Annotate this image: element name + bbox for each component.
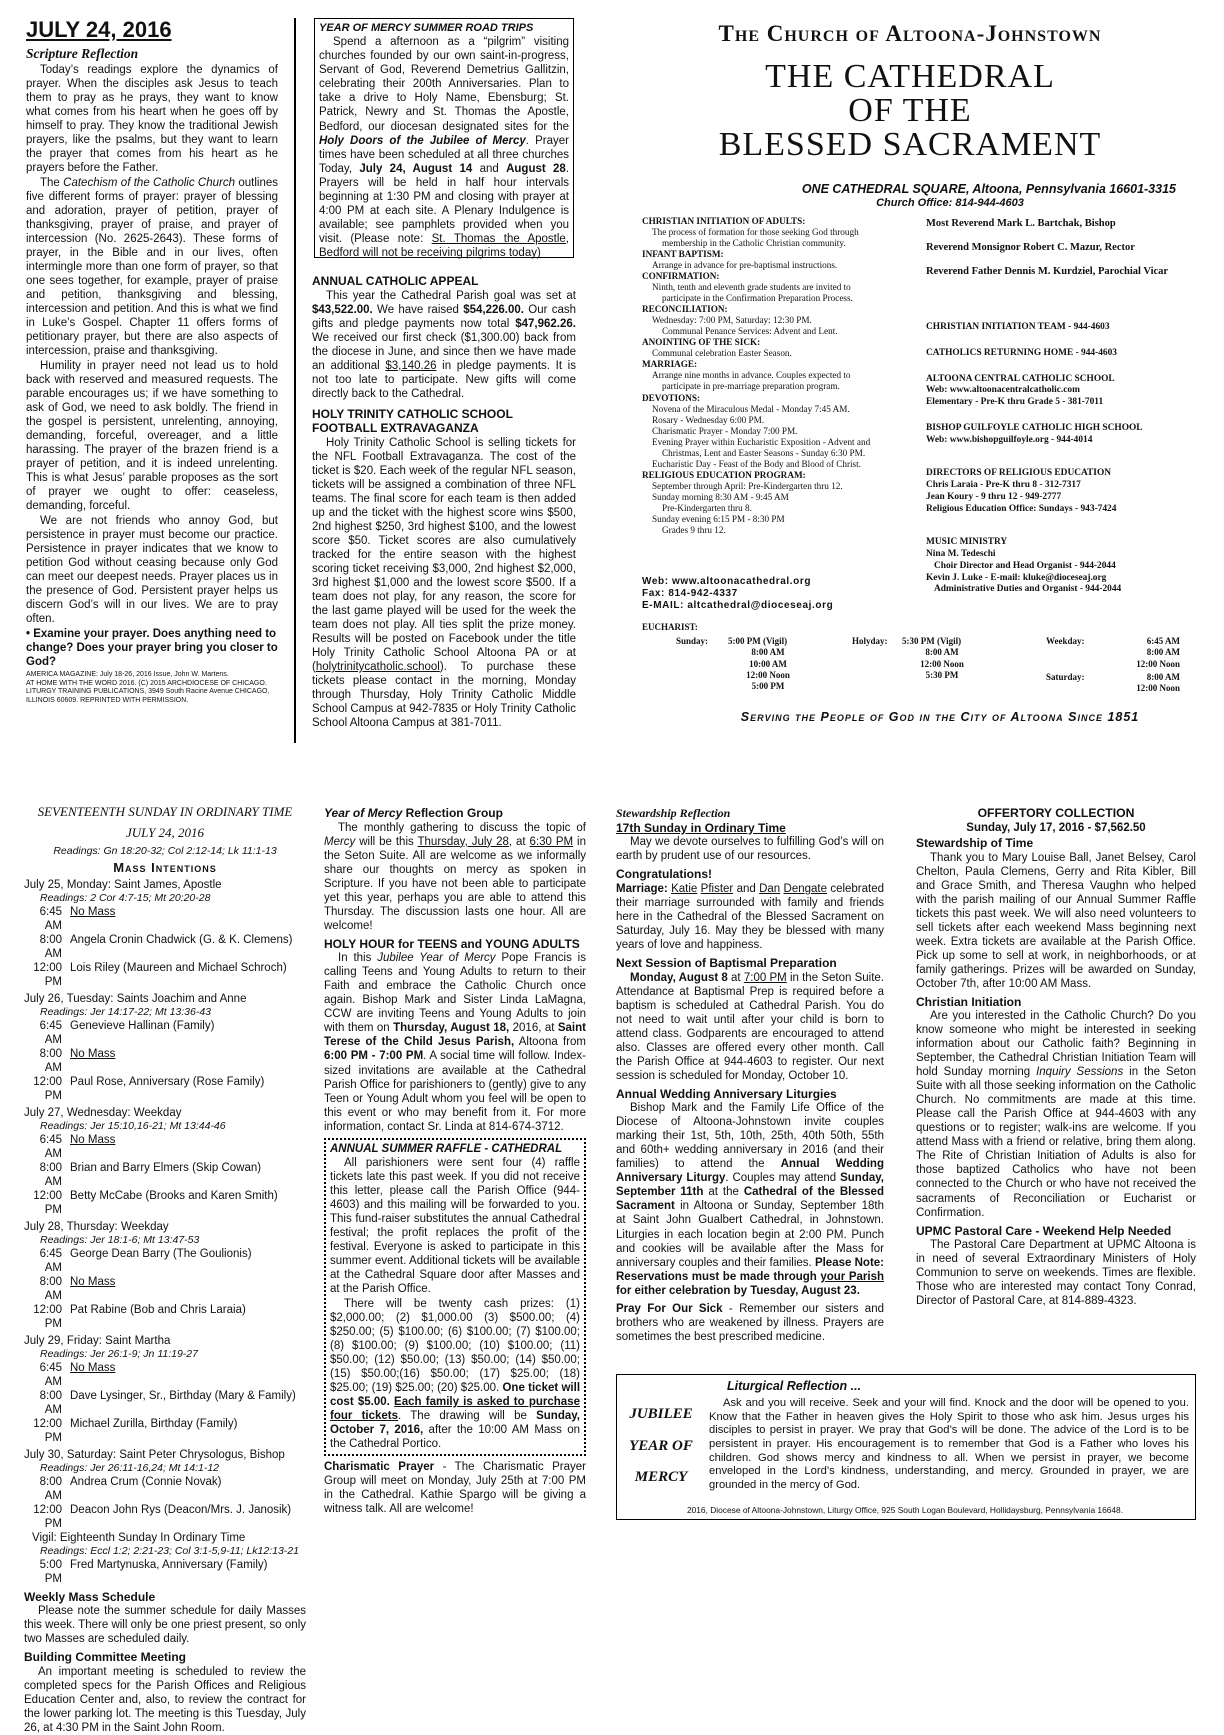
mass-time: 5:30 PM	[925, 669, 959, 680]
intention-day	[24, 878, 306, 989]
parish-contact-line: Nina M. Tedeschi	[926, 549, 996, 559]
holytrinity-link[interactable]: holytrinitycatholic.school	[315, 661, 440, 674]
intention-row	[24, 1503, 306, 1531]
mass-time: 10:00 AM	[749, 658, 787, 669]
ministry-line: Pre-Kindergarten thru 8.	[662, 502, 752, 513]
intention-row	[24, 1247, 306, 1275]
parish-contact-line: MUSIC MINISTRY	[926, 537, 1008, 548]
ministry-heading: INFANT BAPTISM:	[642, 249, 724, 260]
eucharist-holyday	[902, 636, 992, 681]
intention-day	[24, 992, 306, 1103]
wedding-title: Annual Wedding Anniversary Liturgies	[616, 1086, 837, 1101]
ministry-line: Arrange in advance for pre-baptismal instructions.	[652, 260, 838, 271]
mass-time: 5:30 PM (Vigil)	[902, 636, 962, 646]
mass-intentions-title: Mass Intentions	[113, 859, 217, 875]
eucharist-saturday	[1090, 672, 1180, 695]
intention-day-title: July 30, Saturday: Saint Peter Chrysologus, Bishop	[24, 1448, 285, 1461]
ministry-line: Grades 9 thru 12.	[662, 524, 726, 535]
parish-contact-line: Administrative Duties and Organist - 944-2044	[934, 584, 1122, 595]
baptism-title: Next Session of Baptismal Preparation	[616, 955, 837, 970]
intention-row	[24, 1275, 306, 1303]
ministry-line: The process of formation for those seeking God through	[652, 227, 859, 238]
intention-day	[24, 1106, 306, 1217]
intention-time: 12:00 PM	[33, 1190, 62, 1217]
intention-readings: Readings: Jer 14:17-22; Mt 13:36-43	[40, 1006, 212, 1019]
football-title: HOLY TRINITY CATHOLIC SCHOOL	[312, 406, 513, 421]
upmc-text: The Pastoral Care Department at UPMC Altoona is in need of several Extraordinary Ministers of Holy Communion to serve on weekends. Times are flexible. Those who are interested may contact Tony Conrad, Director of Pastoral Care, at 814-889-4323.	[916, 1239, 1196, 1308]
offertory-column	[916, 806, 1196, 1366]
upmc-title: UPMC Pastoral Care - Weekend Help Needed	[916, 1223, 1172, 1238]
liturgical-box	[616, 1374, 1196, 1520]
intention-time: 6:45 AM	[39, 1020, 62, 1047]
church-address: ONE CATHEDRAL SQUARE, Altoona, Pennsylvania 16601-3315	[801, 182, 1176, 197]
ministry-line: participate in pre-marriage preparation program.	[662, 381, 840, 392]
intention-time: 5:00 PM	[39, 1558, 62, 1585]
intention-day-title: July 26, Tuesday: Saints Joachim and Anne	[24, 993, 247, 1006]
intention-row	[24, 1389, 306, 1417]
mass-time: 8:00 AM	[1146, 672, 1180, 682]
parish-contact-line: Chris Laraia - Pre-K thru 8 - 312-7317	[926, 480, 1081, 490]
intention-row	[24, 1475, 306, 1503]
teens-text: In this Jubilee Year of Mercy Pope Francis is calling Teens and Young Adults to return to their Faith and embrace the Catholic Church once again. Bishop Mark and Sister Linda LaMagna, CCW are inviting Teens and Young Adults to join with them on Thursday, August 18, 2016, at Saint Terese of the Child Jesus Parish, Altoona from 6:00 PM - 7:00 PM. A social time will follow. Index-sized invitations are available at the Cathedral Parish Office for parishioners to (gently) give to any Teen or Young Adult whom you feel will be open to this event or who may benefit from it. For more information, contact Sr. Linda at 814-674-3712.	[324, 952, 586, 1133]
intention-name: No Mass	[70, 1048, 116, 1061]
intention-name: Brian and Barry Elmers (Skip Cowan)	[70, 1162, 262, 1175]
ministry-heading: DEVOTIONS:	[642, 392, 701, 403]
church-office: Church Office: 814-944-4603	[876, 197, 1024, 210]
intention-readings: Readings: Jer 26:11-16,24; Mt 14:1-12	[40, 1461, 219, 1474]
football-title-2: FOOTBALL EXTRAVAGANZA	[312, 421, 479, 436]
intention-row	[24, 1075, 306, 1103]
parish-contact-line: Religious Education Office: Sundays - 943-7424	[926, 503, 1117, 514]
teens-title: HOLY HOUR for TEENS and YOUNG ADULTS	[324, 936, 580, 951]
mass-time: 5:00 PM	[751, 681, 785, 691]
intention-row	[24, 1558, 306, 1586]
ci-title: Christian Initiation	[916, 994, 1022, 1009]
weekly-title: Weekly Mass Schedule	[24, 1589, 156, 1604]
mass-time: 6:45 AM	[1146, 636, 1180, 646]
eucharist-weekday	[1090, 636, 1180, 670]
ministry-line: Ninth, tenth and eleventh grade students are invited to	[652, 282, 851, 293]
stewardship-title: Stewardship Reflection	[616, 806, 731, 820]
ministry-heading: CONFIRMATION:	[642, 271, 720, 282]
scripture-p1: Today’s readings explore the dynamics of prayer. When the disciples ask Jesus to teach them to pray as he prays, they want to know what comes from his heart when he goes off by himself to pray. They know the traditional Jewish prayers, like the psalms, but they want to learn the prayer that comes from his heart as he prayers before the Father.	[26, 63, 278, 174]
scripture-p4: We are not friends who annoy God, but persistence in prayer must become our practice. Persistence in prayer indicates that we know to petition God without ceasing because only God can meet our deepest needs. Prayer places us in the presence of God. Persistent prayer helps us discern God’s will in our lives. We are to pray often.	[26, 515, 278, 626]
mass-time: 5:00 PM (Vigil)	[728, 636, 788, 646]
scripture-p2: The Catechism of the Catholic Church outlines five different forms of prayer: prayer of blessing and adoration, prayer of petition, prayer of thanksgiving, prayer of praise, and prayer of intercession (No. 2625-2643). These forms of prayer, in the Bible and in our lives, often intermingle more than one form of prayer, so that one sees together, for example, prayer of praise and petition, thanksgiving and blessing, intercession and petition. And this is what we find in Luke’s Gospel. Chapter 11 offers forms of petitionary prayer, but there are also aspects of intercession, praise and thanksgiving.	[26, 176, 278, 357]
wedding-text: Bishop Mark and the Family Life Office of the Diocese of Altoona-Johnstown invite couples marking their 1st, 5th, 10th, 25th, 40th 50th, 55th and 60th+ wedding anniversary in 2016 (and their families) to attend the Annual Wedding Anniversary Liturgy. Couples may attend Sunday, September 11th at the Cathedral of the Blessed Sacrament in Altoona or Sunday, September 18th at Saint John Gualbert Cathedral, in Johnstown. Liturgies in each location begin at 2:00 PM. Punch and cookies will be available after the Mass for anniversary couples and their families. Please Note: Reservations must be made through your Parish for either celebration by Tuesday, August 23.	[616, 1102, 884, 1297]
congrats-text: Marriage: Katie Pfister and Dan Dengate celebrated their marriage surrounded with family and friends here in the Cathedral of the Blessed Sacrament on Saturday, July 16. May they be blessed with many years of love and happiness.	[616, 882, 885, 951]
middle-top-column	[312, 274, 576, 744]
road-trips-title: YEAR OF MERCY SUMMER ROAD TRIPS	[319, 22, 534, 34]
intention-time: 8:00 AM	[39, 934, 62, 961]
intention-name: No Mass	[70, 1275, 116, 1288]
parish-contact-line: ALTOONA CENTRAL CATHOLIC SCHOOL	[926, 373, 1115, 384]
intention-readings: Readings: Jer 18:1-6; Mt 13:47-53	[40, 1234, 200, 1247]
offertory-sub: Sunday, July 17, 2016 - $7,562.50	[966, 821, 1146, 834]
parish-contacts	[926, 308, 1206, 596]
ministry-line: Eucharistic Day - Feast of the Body and Blood of Christ.	[652, 458, 861, 469]
intention-row	[24, 1047, 306, 1075]
ministry-line: Novena of the Miraculous Medal - Monday 7:45 AM.	[652, 403, 850, 414]
intentions-list	[24, 878, 306, 1585]
scripture-credit-2: AT HOME WITH THE WORD 2016. (C) 2015 ARCHDIOCESE OF CHICAGO. LITURGY TRAINING PUBLICATIONS, 3949 South Racine Avenue CHICAGO, ILLINOIS 60609. REPRINTED WITH PERMISSION.	[26, 679, 270, 704]
mass-time: 12:00 Noon	[920, 658, 964, 669]
raffle-p1: All parishioners were sent four (4) raffle tickets late this past week. If you did not receive this letter, please call the Parish Office (944-4603) and this mailing will be forwarded to you. This fund-raiser substitutes the annual Cathedral festival; the profit replaces the profit of the festival. Everyone is asked to participate in this summer event. Additional tickets will be available at the Cathedral Square door after Masses and at the Parish Office.	[330, 1156, 580, 1295]
ministry-heading: ANOINTING OF THE SICK:	[642, 337, 761, 348]
scripture-credit: AMERICA MAGAZINE: July 18-26, 2016 Issue, John W. Martens.	[26, 671, 229, 679]
vigil-readings: Readings: Eccl 1:2; 2:21-23; Col 3:1-5,9-11; Lk12:13-21	[40, 1544, 299, 1557]
intention-name: George Dean Barry (The Goulionis)	[70, 1247, 252, 1260]
mass-time: 12:00 Noon	[1136, 683, 1180, 694]
ministry-line: Evening Prayer within Eucharistic Exposition - Advent and	[652, 436, 871, 447]
charismatic-text: Charismatic Prayer - The Charismatic Prayer Group will meet on Monday, July 25th at 7:00 PM in the Cathedral. Kathie Spargo will be giving a witness talk. All are welcome!	[324, 1460, 586, 1515]
clergy-name: Most Reverend Mark L. Bartchak, Bishop	[926, 218, 1116, 229]
ministry-heading: CHRISTIAN INITIATION OF ADULTS:	[642, 216, 806, 226]
ministry-line: Sunday evening 6:15 PM - 8:30 PM	[652, 513, 785, 524]
parish-contact-line: DIRECTORS OF RELIGIOUS EDUCATION	[926, 468, 1112, 479]
intention-day-title: July 27, Wednesday: Weekday	[24, 1107, 182, 1120]
intention-day	[24, 1220, 306, 1331]
mass-time: 12:00 Noon	[1136, 658, 1180, 669]
scripture-title: Scripture Reflection	[26, 46, 139, 62]
intention-row	[24, 933, 306, 961]
raffle-box	[324, 1138, 586, 1456]
building-text: An important meeting is scheduled to review the completed specs for the Parish Offices and Religious Education Center and, also, to review the contract for the lower parking lot. The meeting is this Tuesday, July 26, at 4:30 PM in the Saint John Room.	[24, 1665, 306, 1734]
eucharist-saturday-label: Saturday:	[1046, 672, 1085, 682]
scripture-p3: Humility in prayer need not lead us to hold back with reserved and measured requests. The parable encourages us; if we have something to ask of God, we need to ask boldly. The friend in the gospel is persistent, unrelenting, annoying, demanding, forceful, overeager, and a little harassing. The prayer of the brazen friend is a prayer of petition, and it is indeed unrelenting. This is what Jesus’ parable proposes as the sort of prayer we ought to offer: ceaseless, demanding, forceful.	[26, 359, 278, 513]
intention-row	[24, 1161, 306, 1189]
intention-row	[24, 961, 306, 989]
ministry-line: Christmas, Lent and Easter Seasons - Sunday 6:30 PM.	[662, 447, 866, 458]
intention-name: Andrea Crum (Connie Novak)	[70, 1475, 222, 1488]
intention-name: No Mass	[70, 906, 116, 919]
intention-row	[24, 1133, 306, 1161]
contact-email[interactable]: E-MAIL: altcathedral@dioceseaj.org	[642, 600, 834, 612]
road-trips-box	[314, 18, 574, 258]
eucharist-title: EUCHARIST:	[642, 622, 698, 632]
mass-time: 8:00 AM	[1146, 647, 1180, 658]
eucharist-weekday-label: Weekday:	[1046, 636, 1085, 646]
parish-contact-line: Jean Koury - 9 thru 12 - 949-2777	[926, 491, 1062, 502]
vigil-title: Vigil: Eighteenth Sunday In Ordinary Time	[32, 1531, 246, 1544]
eucharist-sunday-label: Sunday:	[676, 636, 709, 646]
mass-time: 8:00 AM	[751, 647, 785, 658]
intention-time: 12:00 PM	[33, 1503, 62, 1530]
stew-time-text: Thank you to Mary Louise Ball, Janet Belsey, Carol Chelton, Paula Clemens, Gerry and Rita Kibler, Bill and Grace Smith, and Theresa Vaughn who helped with the parish mailing of our Annual Summer Raffle tickets this past week. We will also need volunteers to sell tickets after each weekend Mass beginning next week. Extra tickets are available at the Parish Office. Pick up some to sell at work, in neighborhoods, or at family gatherings. Prizes will be awarded on Sunday, October 7th, after 10:00 AM Mass.	[916, 851, 1196, 990]
clergy-name: Reverend Monsignor Robert C. Mazur, Rector	[926, 241, 1135, 253]
intention-name: Paul Rose, Anniversary (Rose Family)	[70, 1076, 265, 1089]
intention-name: Michael Zurilla, Birthday (Family)	[70, 1417, 238, 1430]
stew-time-title: Stewardship of Time	[916, 835, 1034, 850]
ministry-line: Communal Penance Services: Advent and Lent.	[662, 326, 838, 337]
intention-time: 12:00 PM	[33, 1417, 62, 1444]
intention-row	[24, 905, 306, 933]
raffle-title: ANNUAL SUMMER RAFFLE - CATHEDRAL	[330, 1142, 563, 1155]
jubilee-label: JUBILEE YEAR OF MERCY	[629, 1406, 693, 1485]
parish-contact-line: Choir Director and Head Organist - 944-2044	[934, 560, 1116, 571]
eucharist-holyday-label: Holyday:	[852, 636, 888, 646]
parish-contact-line: BISHOP GUILFOYLE CATHOLIC HIGH SCHOOL	[926, 422, 1143, 433]
intention-time: 6:45 AM	[39, 1361, 62, 1388]
ordinary-title: SEVENTEENTH SUNDAY IN ORDINARY TIME	[37, 804, 293, 819]
ordinary-readings: Readings: Gn 18:20-32; Col 2:12-14; Lk 11:1-13	[53, 844, 277, 857]
diocese-name: The Church of Altoona-Johnstown	[718, 21, 1102, 46]
intention-name: Betty McCabe (Brooks and Karen Smith)	[70, 1190, 278, 1203]
intention-name: Pat Rabine (Bob and Chris Laraia)	[70, 1303, 246, 1316]
church-name-1: THE CATHEDRAL	[765, 58, 1055, 96]
parish-contact-line: Kevin J. Luke - E-mail: kluke@dioceseaj.org	[926, 572, 1107, 583]
stewardship-sub: 17th Sunday in Ordinary Time	[616, 820, 786, 835]
sick-text: Pray For Our Sick - Remember our sisters and brothers who are weakened by illness. Prayers are sometimes the best prescribed medicine.	[616, 1302, 884, 1343]
clergy-list	[926, 218, 1206, 289]
intention-time: 12:00 PM	[33, 962, 62, 989]
date-header: JULY 24, 2016	[26, 17, 172, 42]
intention-time: 8:00 AM	[39, 1475, 62, 1502]
church-name-3: BLESSED SACRAMENT	[718, 126, 1102, 164]
mass-time: 8:00 AM	[925, 647, 959, 658]
intention-name: No Mass	[70, 1134, 116, 1146]
ordinary-date: JULY 24, 2016	[125, 824, 205, 840]
yom-title: Year of Mercy Reflection Group	[324, 806, 503, 820]
raffle-p2: There will be twenty cash prizes: (1) $2,000.00; (2) $1,000.00 (3) $500.00; (4) $250.00; (5) $100.00; (6) $100.00; (7) $100.00; (8) $100.00; (9) $100.00; (10) $100.00; (11) $50.00; (12) $50.00; (13) $50.00; (14) $50.00; (15) $50.00;(16) $50.00; (17) $25.00; (18) $25.00; (19) $25.00; (20) $25.00. One ticket will cost $5.00. Each family is asked to purchase four tickets. The drawing will be Sunday, October 7, 2016, after the 10:00 AM Mass on the Cathedral Portico.	[330, 1297, 581, 1450]
building-title: Building Committee Meeting	[24, 1650, 186, 1665]
parish-contact-line: Elementary - Pre-K thru Grade 5 - 381-7011	[926, 397, 1104, 407]
motto: Serving the People of God in the City of Altoona Since 1851	[740, 710, 1140, 724]
liturgical-text: Ask and you will receive. Seek and your will find. Knock and the door will be opened to you. Know that the Father in heaven gives the Holy Spirit to those who ask him. Jesus urges his disciples to persist in prayer. We pray that God’s will be done. The advice of the Lord is to be persistent in prayer. His encouragement is to remember that God is a Father who loves his children. God shows mercy and kindness to all. When we persist in prayer, we become enveloped in the Lord’s kindness, understanding, and mercy. Grounded in prayer, we are grounded in the mercy of God.	[709, 1397, 1189, 1491]
appeal-text: This year the Cathedral Parish goal was set at $43,522.00. We have raised $54,226.00. Our cash gifts and pledge payments now total $47,962.26. We received our first check ($1,300.00) back from the diocese in June, and since then we have made an additional $3,140.26 in pledge payments. It is not too late to participate. New gifts will come directly back to the Cathedral.	[312, 289, 576, 400]
eucharist-sunday	[728, 636, 818, 692]
parish-contact-line: Web: www.bishopguilfoyle.org - 944-4014	[926, 434, 1093, 445]
yom-text: The monthly gathering to discuss the topic of Mercy will be this Thursday, July 28, at 6:30 PM in the Seton Suite. All are welcome as we informally share our thoughts on mercy as spoken in Scripture. If you have not been able to participate yet this year, perhaps you are able to attend this Thursday. The discussion lasts one hour. All are welcome!	[324, 821, 587, 932]
mass-intentions-column	[24, 804, 306, 1734]
intention-row	[24, 1417, 306, 1445]
stewardship-text: May we devote ourselves to fulfilling God’s will on earth by prudent use of our resources.	[616, 836, 884, 863]
intention-row	[24, 1189, 306, 1217]
contact-block	[642, 576, 932, 613]
football-text: Holy Trinity Catholic School is selling tickets for the NFL Football Extravaganza. The cost of the ticket is $20. Each week of the regular NFL season, tickets will be assigned a combination of three NFL teams. The final score for each team is then added up and the ticket with the highest score wins $500, 2nd highest $250, 3rd highest $100, and the lowest score $50. Ticket scores are also cumulatively tracked for the entire season with the highest scoring ticket receiving $3,000, 2nd highest $2,000, 3rd highest $1,000 and the lowest score $500. If a team does not play, for any reason, the score for the last game played will be used for the week the team does not play. All ties split the prize money. Results will be posted on Facebook under the title Holy Trinity Catholic School Altoona PA or at (holytrinitycatholic.school). To purchase these tickets please contact in the morning, Monday through Thursday, Holy Trinity Catholic Middle School Campus at 942-7835 or Holy Trinity Catholic School Altoona Campus at 381-7011.	[312, 437, 576, 730]
congrats-title: Congratulations!	[616, 867, 712, 882]
scripture-column	[26, 18, 278, 748]
intention-time: 8:00 AM	[39, 1048, 62, 1075]
intention-row	[24, 1303, 306, 1331]
intention-name: Angela Cronin Chadwick (G. & K. Clemens)	[70, 934, 293, 947]
intention-time: 6:45 AM	[39, 1134, 62, 1161]
intention-time: 6:45 AM	[39, 906, 62, 933]
ministry-line: September through April: Pre-Kindergarten thru 12.	[652, 480, 843, 491]
intention-time: 6:45 AM	[39, 1247, 62, 1274]
clergy-name: Reverend Father Dennis M. Kurdziel, Parochial Vicar	[926, 265, 1169, 277]
intention-readings: Readings: 2 Cor 4:7-15; Mt 20:20-28	[40, 892, 211, 905]
intention-name: Fred Martynuska, Anniversary (Family)	[70, 1558, 268, 1571]
intention-readings: Readings: Jer 15:10,16-21; Mt 13:44-46	[40, 1120, 226, 1133]
road-trips-text: Spend a afternoon as a “pilgrim” visiting churches founded by our own saint-in-progress, Servant of God, Reverend Demetrius Gallitzin, celebrating their 200th Anniversaries. Plan to take a drive to Holy Name, Ebensburg; St. Patrick, Newry and St. Thomas the Apostle, Bedford, our diocesan designated sites for the Holy Doors of the Jubilee of Mercy. Prayer times have been scheduled at all three churches Today, July 24, August 14 and August 28. Prayers will be held in half hour intervals beginning at 1:30 PM and closing with prayer at 4:00 PM at each site. A Plenary Indulgence is available; see pamphlets provided when you visit. (Please note: St. Thomas the Apostle, Bedford will not be receiving pilgrims today)	[319, 36, 570, 259]
ministry-line: Sunday morning 8:30 AM - 9:45 AM	[652, 491, 789, 502]
liturgical-footer: 2016, Diocese of Altoona-Johnstown, Liturgy Office, 925 South Logan Boulevard, Hollidaysburg, Pennsylvania 16648.	[686, 1505, 1124, 1515]
intention-row	[24, 1019, 306, 1047]
intention-day	[24, 1334, 306, 1445]
ministry-line: Arrange nine months in advance. Couples expected to	[652, 370, 851, 381]
ministry-line: Communal celebration Easter Season.	[652, 348, 792, 359]
intention-time: 12:00 PM	[33, 1076, 62, 1103]
intention-name: Dave Lysinger, Sr., Birthday (Mary & Family)	[70, 1389, 296, 1402]
ministry-heading: RECONCILIATION:	[642, 304, 728, 315]
intention-time: 8:00 AM	[39, 1275, 62, 1302]
ministry-heading: RELIGIOUS EDUCATION PROGRAM:	[642, 469, 806, 480]
intention-day-title: July 28, Thursday: Weekday	[24, 1221, 169, 1234]
intention-name: No Mass	[70, 1361, 116, 1374]
column-divider	[294, 18, 296, 743]
intention-name: Lois Riley (Maureen and Michael Schroch)	[70, 962, 287, 975]
intention-time: 8:00 AM	[39, 1389, 62, 1416]
intention-name: Genevieve Hallinan (Family)	[70, 1020, 215, 1033]
masthead-block	[620, 20, 1200, 740]
ministry-line: participate in the Confirmation Preparation Process.	[662, 293, 853, 304]
ministry-line: Rosary - Wednesday 6:00 PM.	[652, 414, 765, 425]
mass-time: 12:00 Noon	[746, 669, 790, 680]
parish-contact-line: Web: www.altoonacentralcatholic.com	[926, 385, 1080, 396]
parish-contact-line: CHRISTIAN INITIATION TEAM - 944-4603	[926, 322, 1110, 332]
ministry-line: Wednesday: 7:00 PM, Saturday: 12:30 PM.	[652, 315, 812, 326]
liturgical-title: Liturgical Reflection ...	[727, 1379, 862, 1393]
contact-fax: Fax: 814-942-4337	[642, 588, 738, 600]
appeal-title: ANNUAL CATHOLIC APPEAL	[312, 274, 479, 288]
ministry-line: Charismatic Prayer - Monday 7:00 PM.	[652, 425, 798, 436]
stewardship-column	[616, 806, 884, 1366]
intention-day-title: July 29, Friday: Saint Martha	[24, 1335, 171, 1347]
ministry-line: membership in the Catholic Christian community.	[662, 238, 846, 249]
ministry-heading: MARRIAGE:	[642, 359, 698, 370]
contact-web[interactable]: Web: www.altoonacathedral.org	[642, 576, 812, 587]
offertory-title: OFFERTORY COLLECTION	[977, 806, 1135, 820]
ministry-list	[642, 216, 932, 536]
ci-text: Are you interested in the Catholic Church? Do you know someone who might be interested in seeking information about our Catholic faith? Beginning in September, the Cathedral Christian Initiation Team will hold Sunday morning Inquiry Sessions in the Seton Suite with all those seeking information on the Catholic Church. No commitments are made at this time. Please call the Parish Office at 944-4603 with any questions or to register; walk-ins are welcome. If you attend Mass with a friend or relative, bring them along. The Rite of Christian Initiation of Adults is also for those baptized Catholics who have not been connected to the Church or who have not received the sacraments of Reconciliation or Eucharist or Confirmation.	[916, 1010, 1197, 1219]
middle-bottom-column	[324, 806, 586, 1528]
intention-row	[24, 1361, 306, 1389]
intention-day-title: July 25, Monday: Saint James, Apostle	[24, 879, 222, 892]
intention-readings: Readings: Jer 26:1-9; Jn 11:19-27	[40, 1348, 198, 1361]
intention-time: 12:00 PM	[33, 1303, 62, 1330]
intention-day	[24, 1448, 306, 1586]
parish-contact-line: CATHOLICS RETURNING HOME - 944-4603	[926, 347, 1117, 358]
scripture-bullet: • Examine your prayer. Does anything need to change? Does your prayer bring you closer to God?	[26, 628, 278, 669]
church-name-2: OF THE	[848, 92, 972, 130]
intention-time: 8:00 AM	[39, 1162, 62, 1189]
intention-name: Deacon John Rys (Deacon/Mrs. J. Janosik)	[70, 1503, 292, 1516]
baptism-text: Monday, August 8 at 7:00 PM in the Seton Suite. Attendance at Baptismal Prep is required before a baptism is scheduled at Cathedral Parish. You do not need to wait until after your child is born to attend class. Godparents are encouraged to attend also. Classes are offered every other month. Call the Parish Office at 944-4603 to register. Our next session is scheduled for Monday, October 10.	[616, 971, 885, 1082]
weekly-text: Please note the summer schedule for daily Masses this week. There will only be one priest present, so only two Masses are scheduled daily.	[24, 1605, 306, 1646]
